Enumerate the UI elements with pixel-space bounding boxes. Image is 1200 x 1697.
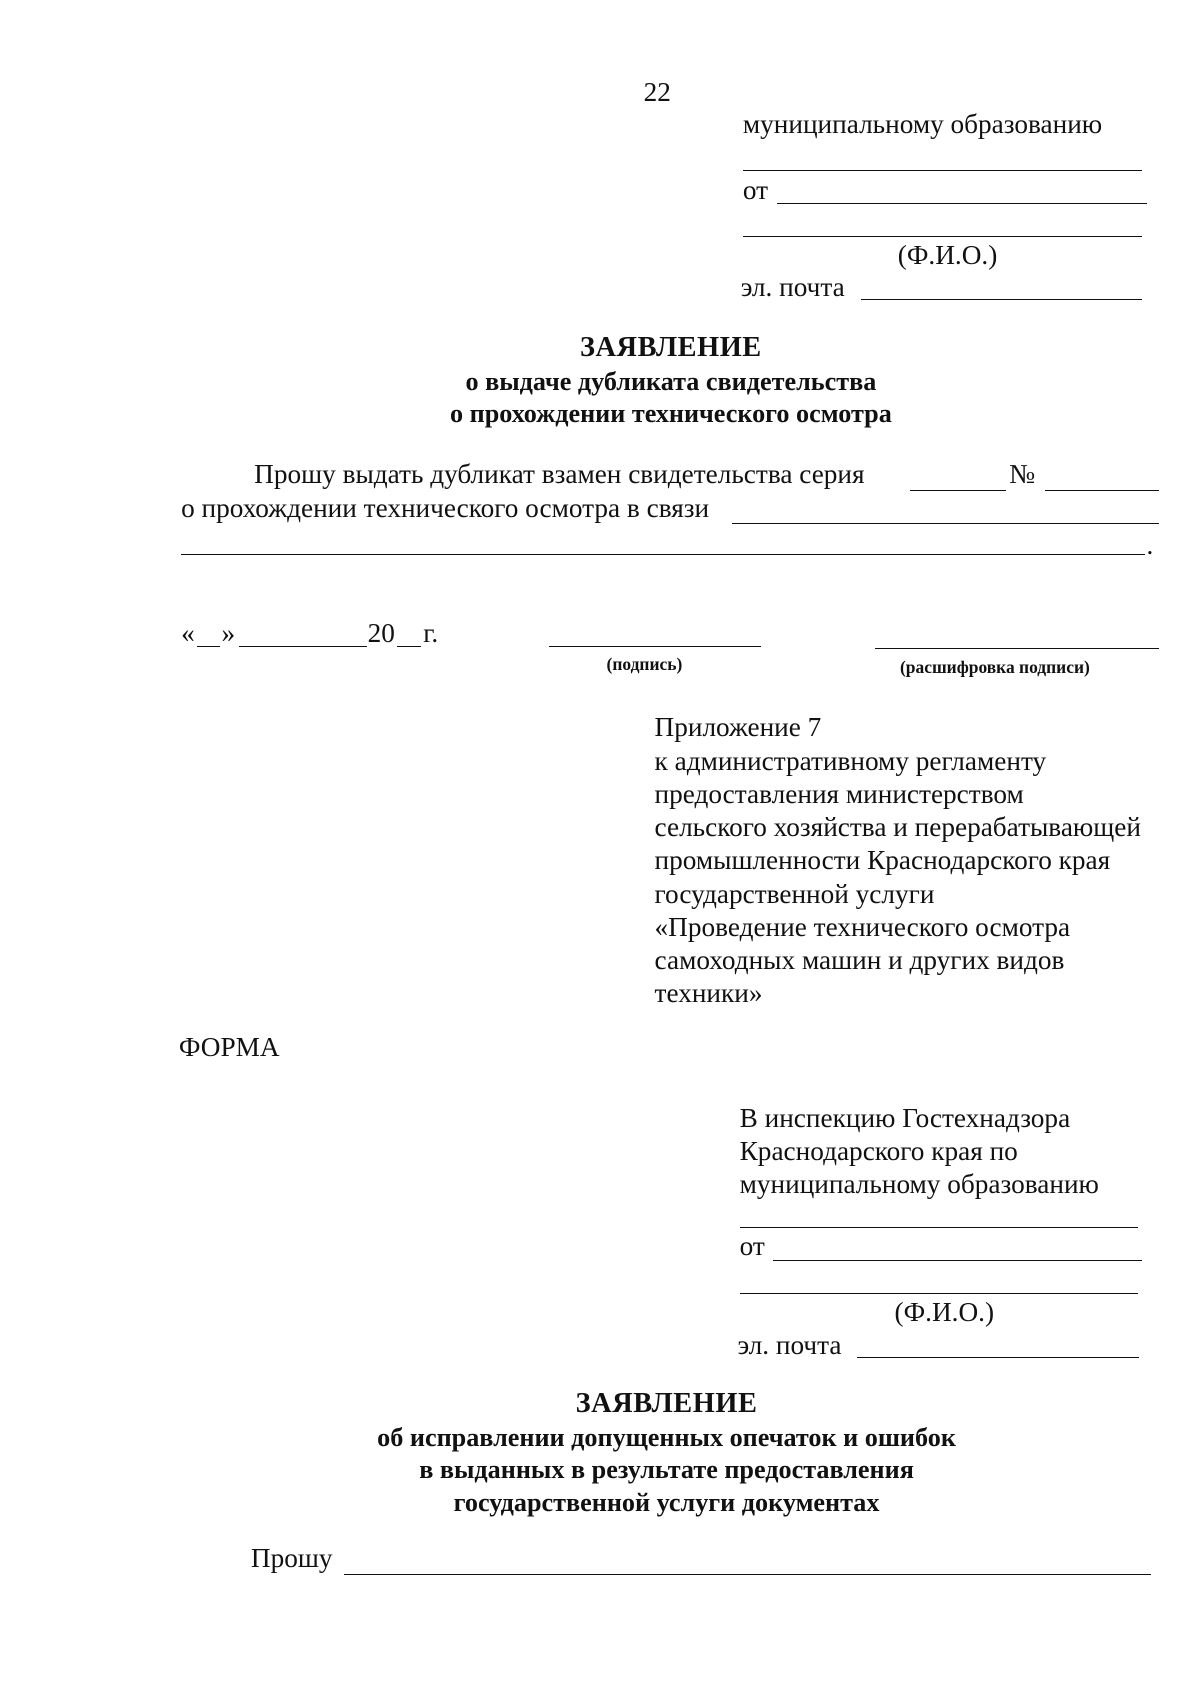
from-label: от <box>742 174 769 205</box>
period: . <box>1146 530 1154 561</box>
form1-subtitle-line1: о выдаче дубликата свидетельства <box>465 366 877 396</box>
form2-fio-blank-line <box>740 1293 1138 1294</box>
appendix-line: к административному регламенту <box>654 745 1047 776</box>
appendix-line: сельского хозяйства и перерабатывающей <box>654 812 1141 843</box>
reason-continuation-line <box>181 554 1145 555</box>
addressee-municipality: муниципальному образованию <box>742 109 1103 140</box>
date-open-quote: « <box>181 617 195 648</box>
from-blank-line <box>777 203 1147 204</box>
form2-email-label: эл. почта <box>737 1329 842 1360</box>
signature-decoding-blank-line <box>875 648 1159 649</box>
appendix-line: «Проведение технического осмотра <box>654 911 1071 942</box>
municipality-blank-line <box>743 170 1142 171</box>
form2-from-label: от <box>739 1230 765 1261</box>
date-year-blank <box>397 646 421 647</box>
date-day-blank <box>197 646 220 647</box>
form2-subtitle-line: государственной услуги документах <box>453 1488 880 1518</box>
appendix-line: государственной услуги <box>654 878 935 909</box>
reason-blank-line <box>732 523 1159 524</box>
form2-email-blank-line <box>857 1357 1138 1358</box>
appendix-line: промышленности Краснодарского края <box>654 845 1111 876</box>
number-sign: № <box>1009 459 1036 490</box>
request-line2-text: о прохождении технического осмотра в связи <box>181 493 710 524</box>
appendix-line: Приложение 7 <box>654 712 822 743</box>
signature-blank-line <box>549 646 762 647</box>
fio-label: (Ф.И.О.) <box>897 240 998 271</box>
page-number: 22 <box>643 76 671 107</box>
form2-request-blank-line <box>344 1574 1151 1575</box>
request-line1-text: Прошу выдать дубликат взамен свидетельства серия <box>254 459 865 490</box>
appendix-line: техники» <box>654 978 763 1009</box>
email-blank-line <box>861 299 1142 300</box>
form2-fio-label: (Ф.И.О.) <box>894 1297 995 1328</box>
form2-title: ЗАЯВЛЕНИЕ <box>575 1387 758 1419</box>
signature-caption: (подпись) <box>606 653 683 674</box>
form2-from-blank-line <box>773 1260 1142 1261</box>
form2-addressee-block <box>740 1102 1099 1202</box>
form2-municipality-blank-line <box>740 1227 1138 1228</box>
appendix-block <box>655 711 1141 1010</box>
form1-subtitle-line2: о прохождении технического осмотра <box>450 399 892 429</box>
fio-blank-line <box>743 236 1142 237</box>
form2-subtitle-line: об исправлении допущенных опечаток и ошибок <box>377 1422 956 1452</box>
form1-title: ЗАЯВЛЕНИЕ <box>580 331 762 363</box>
series-blank-line <box>910 490 1006 491</box>
signature-decoding-caption: (расшифровка подписи) <box>899 656 1090 677</box>
form2-addressee-line: муниципальному образованию <box>739 1169 1099 1200</box>
form2-request-label: Прошу <box>250 1542 333 1573</box>
appendix-line: самоходных машин и других видов <box>654 945 1065 976</box>
number-blank-line <box>1045 490 1158 491</box>
appendix-line: предоставления министерством <box>654 778 1024 809</box>
date-year-suffix: г. <box>423 617 439 648</box>
date-close-quote: » <box>221 617 236 648</box>
form2-addressee-line: Краснодарского края по <box>739 1136 1018 1167</box>
email-label: эл. почта <box>740 271 845 302</box>
form2-subtitle-line: в выданных в результате предоставления <box>419 1455 914 1485</box>
form2-addressee-line: В инспекцию Гостехнадзора <box>739 1102 1071 1133</box>
date-year: 20 <box>367 617 395 648</box>
form-label: ФОРМА <box>178 1032 280 1063</box>
date-month-blank <box>239 646 367 647</box>
